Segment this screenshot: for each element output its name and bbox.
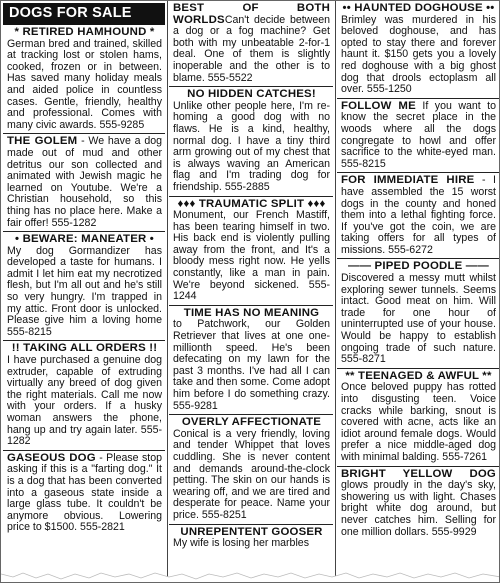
ad-follow-me	[337, 99, 499, 174]
ad-body: glows proudly in the day's sky, showering us with light. Chases bright white dog around, but never catches him. Selling for one million dollars.	[341, 479, 496, 538]
ad-body: I have purchased a genuine dog extruder, capable of extruding virtually any breed of dog given the right materials. Call me now with your orders. If a husky woman answers the phone, hang up and try again later.	[7, 354, 162, 436]
ad-body: If you want to know the secret place in the woods where all the dogs congregate to howl and offer sacrifice to the white-eyed man.	[341, 99, 497, 159]
ad-headline: • BEWARE: MANEATER •	[15, 233, 154, 246]
ad-body: Once beloved puppy has rotted into disgusting teen. Voice cracks while barking, snout is covered with acne, acts like an idiot around female dogs. Would prefer a nice middle-aged dog with minimal balding.	[341, 381, 496, 463]
ad-headline: ♦♦♦ TRAUMATIC SPLIT ♦♦♦	[177, 197, 326, 210]
ad-body: - We have a dog made out of mud and other detritus our son collected and animated with Jewish magic he learned on Youtube. We're a Christian household, so this thing has no place here. Make a fair offer!	[7, 135, 162, 229]
ad-body: Unlike other people here, I'm re-homing a good dog with no flaws. He is a kind, healthy, normal dog. I have a tiny third arm growing out of my chest that is always waving an American flag and I'm trading dog for friendship.	[173, 99, 330, 193]
ad-body: My dog Gormandizer has developed a taste for humans. I admit I let him eat my necrotized flesh, but I'm all out and he's still so very hungry. I'm trapped in my attic. Front door is unlocked. Please give him a loving home	[7, 244, 162, 327]
ad-for-immediate-hire	[337, 173, 499, 259]
ad-body: Monument, our French Mastiff, has been tearing himself in two. His back end is violently pulling away from the front, and It's a bloody mess right now. He yells constantly, like a man in pain. We're beyond sickened.	[173, 209, 330, 291]
ad-phone-number: 555-2821	[80, 521, 125, 534]
ad-phone-number: 555-2885	[224, 180, 270, 193]
ad-phone-number: 555-7261	[442, 450, 488, 463]
ad-piped-poodle	[337, 259, 499, 368]
ad-phone-number: 555-9281	[173, 399, 218, 412]
ad-headline: OVERLY AFFECTIONATE	[181, 416, 322, 429]
ad-body: Can't decide between a dog or a fog machine? Get both with my unbeatable 2-for-1 deal. One of them is slightly inoperable and the other is to blame.	[173, 13, 330, 84]
ad-the-golem	[3, 134, 165, 232]
ad-phone-number: 555-1282	[51, 216, 97, 229]
ad-body: Conical is a very friendly, loving and tender Whippet that loves cuddling. She is never content and demands around-the-clock petting. The skin on our hands is wearing off, and we are tired and desperate for peace. Name your price.	[173, 427, 330, 521]
ad-overly-affectionate	[169, 415, 333, 524]
ad-headline: BRIGHT YELLOW DOG	[341, 467, 496, 480]
ad-phone-number: 555-8215	[7, 325, 52, 338]
ad-phone-number: 555-9929	[431, 525, 477, 538]
ad-headline: TIME HAS NO MEANING	[183, 306, 320, 319]
ad-body: My wife is losing her marbles	[173, 537, 309, 550]
ad-body: Discovered a messy mutt whilst exploring sewer tunnels. Seems intact. Good meat on him. Will trade for one hour of uninterrupted use of your house. Would be happy to establish ongoing trade of such nature.	[341, 272, 496, 354]
ad-body: German bred and trained, skilled at tracking lost or stolen hams, cooked, frozen or in between. Has saved many holiday meals and aided police in countless cases. Gentle, friendly, healthy and professional. Comes with many civic awards.	[7, 37, 162, 131]
ad-phone-number: 555-6272	[388, 243, 433, 256]
ad-teenaged-and-awful	[337, 369, 499, 467]
ad-body: Brimley was murdered in his beloved doghouse, and has opted to stay there and forever haunt it. $150 gets you a lovely red doghouse with a big ghost dog that drools ectoplasm all over.	[341, 13, 496, 96]
ad-body: - Please stop asking if this is a "farting dog." It is a dog that has been converted into a gaseous state inside a large glass tube. It couldn't be anymore obvious. Lowering price to $1500.	[7, 451, 162, 534]
ad-headline: THE GOLEM	[7, 135, 78, 148]
ad-headline: —— PIPED POODLE ——	[348, 260, 489, 273]
column-3	[337, 1, 499, 582]
ad-haunted-doghouse	[337, 1, 499, 99]
ad-gaseous-dog	[3, 451, 165, 536]
column-1	[3, 1, 165, 582]
column-rule	[167, 1, 168, 582]
ad-body: - I have assembled the 15 worst dogs in the county and honed them into a lethal fighting force. If you've got the coin, we are taking offers for all types of missions.	[341, 174, 496, 256]
column-2	[169, 1, 333, 582]
ad-beware-maneater	[3, 232, 165, 341]
ad-headline: * RETIRED HAMHOUND *	[14, 26, 155, 38]
ad-best-of-both-worlds	[169, 1, 333, 87]
ad-headline: •• HAUNTED DOGHOUSE ••	[342, 2, 495, 14]
ad-retired-hamhound	[3, 25, 165, 134]
ad-phone-number: 555-9285	[99, 118, 145, 131]
section-banner: DOGS FOR SALE	[3, 3, 165, 25]
ad-headline: !! TAKING ALL ORDERS !!	[11, 342, 158, 355]
ad-no-hidden-catches	[169, 87, 333, 196]
ad-headline: UNREPENTENT GOOSER	[180, 525, 323, 538]
ad-phone-number: 555-8251	[201, 508, 247, 521]
ad-traumatic-split	[169, 197, 333, 306]
ad-taking-all-orders	[3, 341, 165, 450]
ad-headline: BEST OF BOTH WORLDS	[173, 2, 330, 26]
ad-phone-number: 555-5522	[207, 71, 253, 84]
ad-time-has-no-meaning	[169, 306, 333, 415]
ad-phone-number: 555-8215	[341, 157, 386, 170]
ad-body: to Patchwork, our Golden Retriever that lives at one one-millionth speed. He's been defecating on my lawn for the past 3 months. I've had all I can take and then some. Come adopt him before I do something crazy.	[173, 318, 330, 400]
ad-headline: NO HIDDEN CATCHES!	[187, 88, 316, 101]
ad-headline: GASEOUS DOG	[7, 451, 96, 464]
ad-headline: ** TEENAGED & AWFUL **	[345, 369, 492, 382]
ad-phone-number: 555-1244	[173, 278, 330, 303]
ad-unrepentent-gooser	[169, 525, 333, 552]
ad-phone-number: 555-1250	[366, 83, 412, 96]
ad-phone-number: 555-1282	[7, 423, 162, 448]
ad-headline: FOR IMMEDIATE HIRE	[341, 174, 475, 187]
ad-headline: FOLLOW ME	[341, 99, 416, 112]
column-rule	[335, 1, 336, 582]
ad-phone-number: 555-8271	[341, 353, 386, 366]
ad-bright-yellow-dog	[337, 467, 499, 541]
